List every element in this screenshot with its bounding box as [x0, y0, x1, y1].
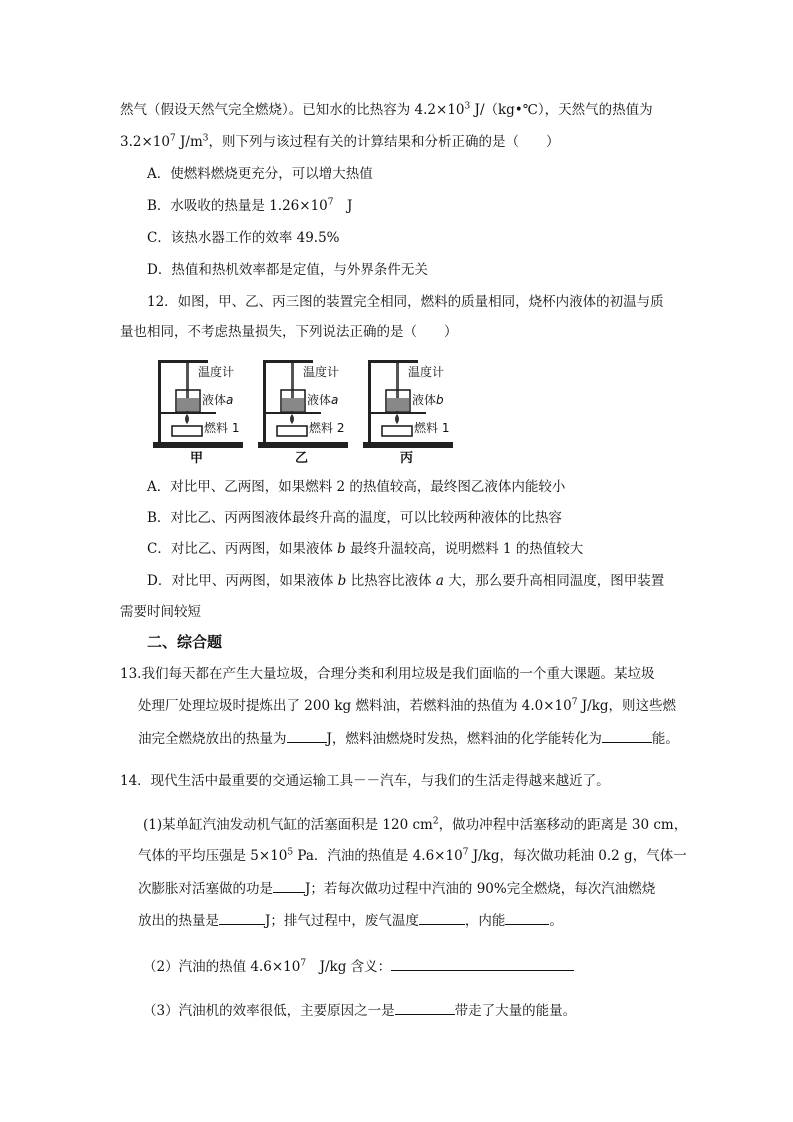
q12-stem-line1: 12．如图，甲、乙、丙三图的装置完全相同，燃料的质量相同，烧杯内液体的初温与质 [147, 294, 664, 310]
liquid-label: 液体a [202, 393, 234, 407]
q11-option-c: C．该热水器工作的效率 49.5% [147, 230, 340, 246]
q12-option-c: C．对比乙、丙两图，如果液体 b 最终升温较高，说明燃料 1 的热值较大 [147, 541, 584, 557]
answer-blank[interactable] [273, 878, 305, 893]
answer-blank[interactable] [505, 910, 549, 925]
stand-arm [368, 360, 418, 363]
q14-part1-line1: (1)某单缸汽油发动机气缸的活塞面积是 120 $cm^2$，做功冲程中活塞移动的距离是 30 cm， [143, 816, 688, 833]
stand-rod [368, 360, 371, 444]
answer-blank[interactable] [219, 910, 265, 925]
panel-name: 甲 [190, 451, 204, 466]
liquid-variable: a [331, 393, 339, 407]
q11-option-b: B．水吸收的热量是 $1.26\times 10^7$ J [147, 197, 353, 214]
q14-part3: （3）汽油机的效率很低，主要原因之一是 带走了大量的能量。 [143, 1000, 576, 1021]
answer-blank[interactable] [287, 728, 327, 743]
q12-stem-line2: 量也相同，不考虑热量损失，下列说法正确的是（ ） [120, 324, 458, 340]
stand-base [258, 442, 348, 448]
q12-option-b: B．对比乙、丙两图液体最终升高的温度，可以比较两种液体的比热容 [147, 510, 562, 526]
stand-arm [158, 360, 208, 363]
stand-base [153, 442, 243, 448]
q12-option-d: D．对比甲、丙两图，如果液体 b 比热容比液体 a 大，那么要升高相同温度，图甲装置 [147, 573, 665, 589]
stand-base [363, 442, 453, 448]
answer-blank[interactable] [395, 1000, 455, 1015]
burner [172, 426, 202, 436]
burner [382, 426, 412, 436]
thermometer-label: 温度计 [303, 365, 340, 379]
q12-experiment-figure [150, 354, 470, 466]
panel-name: 丙 [400, 451, 414, 466]
q14-part2: （2）汽油的热值 $4.6\times 10^7$ J/kg 含义： [143, 956, 574, 977]
q11-line1: 然气（假设天然气完全燃烧）。已知水的比热容为 $4.2\times 10^3$ J/（kg•℃），天然气的热值为 [120, 101, 653, 118]
flame [290, 414, 294, 424]
q11-line2: $3.2\times 10^7$ $J/m^3$，则下列与该过程有关的计算结果和分析正确的是（ ） [120, 133, 560, 150]
stand-rod [263, 360, 266, 444]
burner [277, 426, 307, 436]
fuel-label: 燃料 2 [309, 421, 345, 435]
liquid [282, 398, 304, 411]
answer-blank[interactable] [419, 910, 465, 925]
q14-part1-line4: 放出的热量是 J；排气过程中，废气温度 ，内能 。 [138, 910, 563, 931]
apparatus-panel [153, 360, 243, 466]
thermometer-label: 温度计 [198, 365, 235, 379]
q13-line3: 油完全燃烧放出的热量为 J，燃料油燃烧时发热，燃料油的化学能转化为 能。 [138, 728, 679, 749]
q13-line2: 处理厂处理垃圾时提炼出了 200 kg 燃料油，若燃料油的热值为 $4.0\times 10^7$ J/kg，则这些燃 [138, 697, 677, 714]
fuel-label: 燃料 1 [204, 421, 240, 435]
fuel-label: 燃料 1 [414, 421, 450, 435]
liquid [177, 398, 199, 411]
liquid-label: 液体b [412, 393, 444, 407]
answer-blank[interactable] [602, 728, 652, 743]
q14-part1-line3: 次膨胀对活塞做的功是 J；若每次做功过程中汽油的 90%完全燃烧，每次汽油燃烧 [138, 878, 655, 899]
panel-name: 乙 [295, 451, 309, 466]
stand-rod [158, 360, 161, 444]
flame [395, 414, 399, 424]
q14-stem: 14．现代生活中最重要的交通运输工具－－汽车，与我们的生活走得越来越近了。 [120, 773, 610, 789]
thermometer-label: 温度计 [408, 365, 445, 379]
q12-option-d-line2: 需要时间较短 [120, 604, 201, 620]
liquid-variable: a [226, 393, 234, 407]
liquid-label: 液体a [307, 393, 339, 407]
flame [185, 414, 189, 424]
apparatus-panel [258, 360, 348, 466]
q13-line1: 13.我们每天都在产生大量垃圾，合理分类和利用垃圾是我们面临的一个重大课题。某垃圾 [120, 666, 655, 682]
liquid [387, 398, 409, 411]
answer-blank[interactable] [391, 956, 574, 971]
section-heading: 二、综合题 [147, 633, 223, 651]
stand-arm [263, 360, 313, 363]
q11-option-d: D．热值和热机效率都是定值，与外界条件无关 [147, 262, 428, 278]
q11-option-a: A．使燃料燃烧更充分，可以增大热值 [147, 166, 373, 182]
q12-option-a: A．对比甲、乙两图，如果燃料 2 的热值较高，最终图乙液体内能较小 [147, 479, 566, 495]
liquid-variable: b [436, 393, 444, 407]
apparatus-panel [363, 360, 453, 466]
q14-part1-line2: 气体的平均压强是 $5\times 10^5$ Pa．汽油的热值是 $4.6\times 10^7$ J/kg，每次做功耗油 0.2 g，气体一 [138, 847, 687, 864]
